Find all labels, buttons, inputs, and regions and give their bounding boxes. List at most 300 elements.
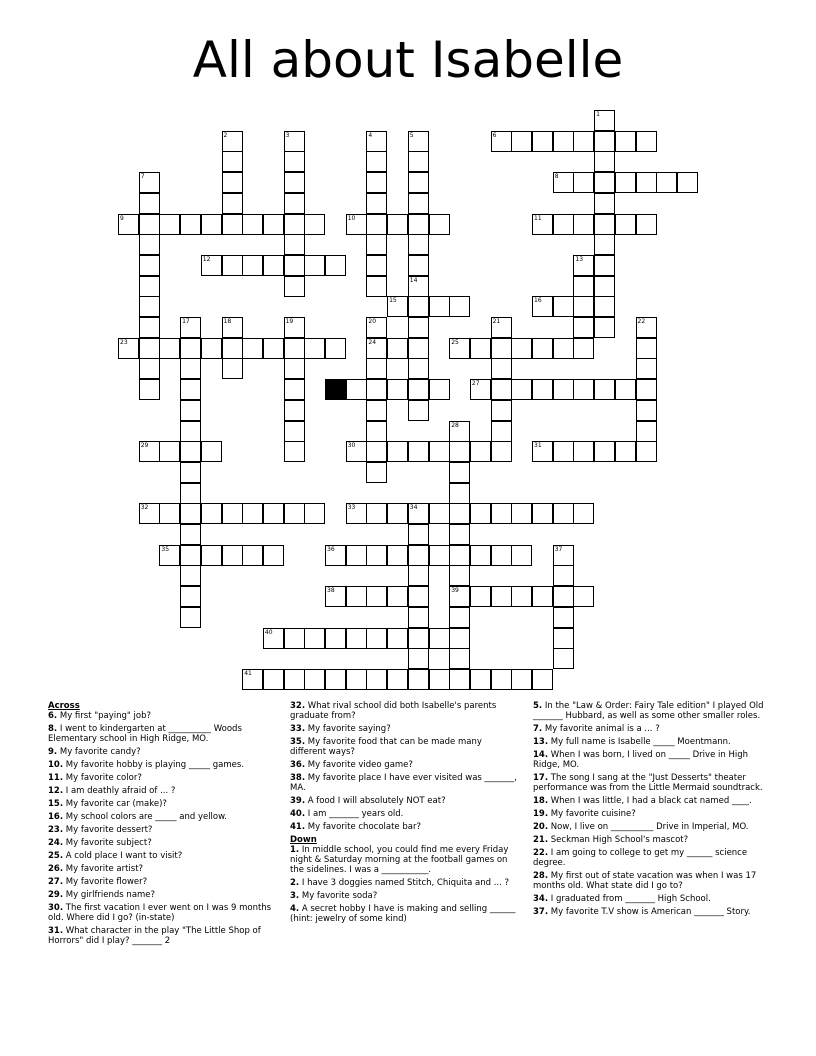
clue-item (48, 926, 278, 946)
clue-number: 22 (637, 318, 646, 325)
clue-item-text: My first "paying" job? (59, 711, 152, 721)
clue-item (48, 838, 278, 848)
grid-cell[interactable] (573, 441, 594, 462)
grid-cell[interactable] (366, 586, 387, 607)
grid-cell[interactable] (491, 545, 512, 566)
grid-cell[interactable] (180, 379, 201, 400)
grid-cell[interactable] (366, 172, 387, 193)
grid-cell[interactable] (408, 214, 429, 235)
clue-item (533, 750, 768, 770)
grid-cell[interactable] (408, 648, 429, 669)
grid-cell[interactable] (553, 628, 574, 649)
grid-cell[interactable] (429, 628, 450, 649)
grid-cell[interactable] (366, 441, 387, 462)
grid-cell[interactable] (201, 545, 222, 566)
grid-cell[interactable] (387, 669, 408, 690)
grid-cell[interactable] (470, 669, 491, 690)
grid-cell[interactable] (408, 172, 429, 193)
grid-cell[interactable] (615, 172, 636, 193)
clue-item (290, 822, 520, 832)
grid-cell[interactable] (491, 586, 512, 607)
grid-cell[interactable] (532, 586, 553, 607)
grid-cell[interactable] (304, 503, 325, 524)
grid-cell[interactable] (387, 503, 408, 524)
grid-cell[interactable] (242, 503, 263, 524)
grid-cell[interactable] (180, 400, 201, 421)
grid-cell[interactable] (511, 503, 532, 524)
grid-cell[interactable] (449, 441, 470, 462)
grid-cell[interactable] (615, 441, 636, 462)
grid-cell[interactable] (408, 400, 429, 421)
grid-cell[interactable] (532, 669, 553, 690)
clue-item (290, 760, 520, 770)
grid-cell[interactable] (491, 421, 512, 442)
grid-cell[interactable] (408, 296, 429, 317)
grid-cell[interactable] (553, 565, 574, 586)
grid-cell[interactable] (222, 255, 243, 276)
clue-item (48, 864, 278, 874)
grid-cell[interactable] (449, 669, 470, 690)
grid-cell[interactable] (491, 379, 512, 400)
clue-item-text: My girlfriends name? (65, 890, 156, 900)
grid-cell[interactable] (408, 565, 429, 586)
clue-item-number: 22. (533, 848, 549, 858)
grid-cell[interactable] (387, 586, 408, 607)
clue-number: 27 (471, 380, 480, 388)
grid-cell[interactable] (284, 400, 305, 421)
grid-cell[interactable] (346, 628, 367, 649)
grid-cell[interactable] (408, 586, 429, 607)
grid-cell[interactable] (366, 421, 387, 442)
grid-cell[interactable] (139, 317, 160, 338)
grid-cell[interactable] (139, 338, 160, 359)
grid-cell[interactable] (449, 462, 470, 483)
grid-cell[interactable] (180, 524, 201, 545)
grid-cell[interactable] (304, 214, 325, 235)
clue-number: 16 (534, 297, 542, 305)
grid-cell[interactable] (594, 296, 615, 317)
grid-cell[interactable] (180, 338, 201, 359)
grid-cell[interactable] (180, 565, 201, 586)
grid-cell[interactable] (553, 586, 574, 607)
clue-number: 3 (285, 131, 290, 139)
clue-item (48, 890, 278, 900)
grid-cell[interactable] (387, 379, 408, 400)
grid-cell[interactable] (449, 628, 470, 649)
grid-cell[interactable] (366, 669, 387, 690)
grid-cell[interactable] (449, 483, 470, 504)
grid-cell[interactable] (573, 214, 594, 235)
grid-cell[interactable] (387, 545, 408, 566)
grid-cell[interactable] (408, 234, 429, 255)
grid-cell[interactable] (366, 151, 387, 172)
grid-cell[interactable] (573, 338, 594, 359)
grid-cell[interactable] (284, 338, 305, 359)
grid-cell[interactable] (553, 503, 574, 524)
clue-item-text: When I was born, I lived on _____ Drive in High Ridge, MO. (533, 750, 748, 770)
grid-cell[interactable] (201, 503, 222, 524)
clue-item-number: 24. (48, 838, 64, 848)
grid-cell[interactable] (470, 503, 491, 524)
grid-cell[interactable] (449, 545, 470, 566)
grid-cell[interactable] (470, 338, 491, 359)
grid-cell[interactable] (284, 255, 305, 276)
clue-item-text: My favorite animal is a ... ? (544, 724, 660, 734)
grid-cell[interactable] (284, 358, 305, 379)
grid-cell[interactable] (387, 338, 408, 359)
clue-column-2 (290, 701, 520, 927)
grid-cell[interactable] (139, 358, 160, 379)
grid-cell[interactable] (242, 545, 263, 566)
grid-cell[interactable] (284, 669, 305, 690)
grid-cell[interactable] (408, 193, 429, 214)
clue-item-text: My favorite color? (65, 773, 142, 783)
clue-item-number: 12. (48, 786, 64, 796)
grid-cell[interactable] (615, 379, 636, 400)
grid-cell[interactable] (304, 255, 325, 276)
clue-item-number: 17. (533, 773, 549, 783)
grid-cell[interactable] (139, 276, 160, 297)
clue-number: 24 (368, 338, 377, 346)
grid-cell[interactable] (222, 193, 243, 214)
grid-cell[interactable] (636, 400, 657, 421)
clue-number: 37 (554, 545, 563, 553)
grid-cell[interactable] (366, 545, 387, 566)
grid-cell[interactable] (429, 545, 450, 566)
grid-cell[interactable] (284, 441, 305, 462)
grid-cell[interactable] (470, 586, 491, 607)
grid-cell[interactable] (284, 172, 305, 193)
grid-cell[interactable] (594, 151, 615, 172)
grid-cell[interactable] (325, 669, 346, 690)
clue-number: 14 (409, 276, 418, 284)
grid-cell[interactable] (284, 276, 305, 297)
grid-cell[interactable] (553, 379, 574, 400)
grid-cell[interactable] (573, 503, 594, 524)
grid-cell[interactable] (325, 628, 346, 649)
grid-cell[interactable] (470, 545, 491, 566)
grid-cell[interactable] (594, 234, 615, 255)
grid-cell[interactable] (284, 193, 305, 214)
grid-cell[interactable] (304, 669, 325, 690)
grid-cell[interactable] (449, 503, 470, 524)
grid-cell[interactable] (159, 214, 180, 235)
clue-item (533, 871, 768, 891)
grid-cell[interactable] (346, 586, 367, 607)
clue-item (533, 796, 768, 806)
grid-cell[interactable] (180, 462, 201, 483)
grid-cell[interactable] (346, 379, 367, 400)
grid-cell[interactable] (511, 545, 532, 566)
clue-item-number: 8. (48, 724, 58, 734)
grid-cell[interactable] (491, 358, 512, 379)
grid-cell[interactable] (429, 441, 450, 462)
grid-cell[interactable] (429, 379, 450, 400)
grid-cell[interactable] (491, 669, 512, 690)
clue-column-1 (48, 701, 278, 949)
grid-cell[interactable] (387, 628, 408, 649)
grid-cell[interactable] (532, 379, 553, 400)
grid-cell[interactable] (532, 131, 553, 152)
clue-item-number: 15. (48, 799, 64, 809)
clue-item (533, 809, 768, 819)
grid-cell[interactable] (408, 255, 429, 276)
clue-item (533, 894, 768, 904)
grid-cell[interactable] (325, 338, 346, 359)
grid-cell[interactable] (180, 607, 201, 628)
grid-cell[interactable] (263, 214, 284, 235)
grid-cell[interactable] (573, 296, 594, 317)
clue-item-number: 13. (533, 737, 549, 747)
grid-cell[interactable] (553, 607, 574, 628)
grid-cell[interactable] (325, 255, 346, 276)
clue-item-text: My favorite video game? (307, 760, 413, 770)
grid-cell[interactable] (636, 338, 657, 359)
grid-cell[interactable] (429, 503, 450, 524)
grid-cell[interactable] (366, 379, 387, 400)
grid-cell[interactable] (594, 193, 615, 214)
grid-cell[interactable] (470, 441, 491, 462)
grid-cell[interactable] (511, 379, 532, 400)
grid-cell[interactable] (408, 607, 429, 628)
grid-cell[interactable] (408, 669, 429, 690)
grid-cell[interactable] (139, 379, 160, 400)
grid-cell[interactable] (139, 296, 160, 317)
clue-item-text: My favorite flower? (65, 877, 148, 887)
grid-cell[interactable] (201, 441, 222, 462)
grid-cell[interactable] (139, 214, 160, 235)
grid-cell[interactable] (180, 503, 201, 524)
grid-cell[interactable] (242, 255, 263, 276)
grid-cell[interactable] (408, 441, 429, 462)
clue-item-text: My favorite chocolate bar? (307, 822, 421, 832)
clue-item (48, 724, 278, 744)
grid-cell[interactable] (573, 379, 594, 400)
grid-cell[interactable] (222, 545, 243, 566)
grid-cell[interactable] (346, 545, 367, 566)
grid-cell[interactable] (284, 151, 305, 172)
grid-cell[interactable] (636, 131, 657, 152)
clue-number: 8 (554, 173, 559, 181)
clue-item (290, 891, 520, 901)
grid-cell[interactable] (677, 172, 698, 193)
grid-cell[interactable] (284, 628, 305, 649)
grid-cell[interactable] (304, 628, 325, 649)
grid-cell[interactable] (429, 669, 450, 690)
clue-item (533, 724, 768, 734)
grid-cell[interactable] (491, 400, 512, 421)
grid-cell[interactable] (180, 214, 201, 235)
grid-cell[interactable] (511, 586, 532, 607)
clue-number: 26 (327, 380, 335, 388)
grid-cell[interactable] (408, 358, 429, 379)
grid-cell[interactable] (284, 214, 305, 235)
grid-cell[interactable] (366, 358, 387, 379)
grid-cell[interactable] (222, 151, 243, 172)
grid-cell[interactable] (449, 565, 470, 586)
grid-cell[interactable] (366, 628, 387, 649)
grid-cell[interactable] (449, 296, 470, 317)
clue-number: 12 (202, 255, 211, 263)
grid-cell[interactable] (532, 503, 553, 524)
grid-cell[interactable] (594, 214, 615, 235)
grid-cell[interactable] (263, 338, 284, 359)
grid-cell[interactable] (594, 379, 615, 400)
grid-cell[interactable] (180, 586, 201, 607)
clue-item-number: 27. (48, 877, 64, 887)
grid-cell[interactable] (366, 193, 387, 214)
clue-item-number: 31. (48, 926, 64, 936)
grid-cell[interactable] (408, 628, 429, 649)
grid-cell[interactable] (594, 441, 615, 462)
grid-cell[interactable] (366, 214, 387, 235)
grid-cell[interactable] (263, 503, 284, 524)
grid-cell[interactable] (636, 172, 657, 193)
grid-cell[interactable] (366, 400, 387, 421)
grid-cell[interactable] (573, 317, 594, 338)
grid-cell[interactable] (594, 255, 615, 276)
grid-cell[interactable] (201, 214, 222, 235)
grid-cell[interactable] (201, 338, 222, 359)
grid-cell[interactable] (159, 441, 180, 462)
grid-cell[interactable] (408, 524, 429, 545)
clue-number: 9 (120, 214, 124, 222)
grid-cell[interactable] (408, 545, 429, 566)
grid-cell[interactable] (366, 276, 387, 297)
clue-number: 11 (534, 214, 542, 222)
grid-cell[interactable] (573, 276, 594, 297)
grid-cell[interactable] (180, 421, 201, 442)
grid-cell[interactable] (222, 358, 243, 379)
clue-number: 4 (368, 131, 373, 139)
clue-number: 6 (492, 131, 497, 139)
grid-cell[interactable] (366, 255, 387, 276)
grid-cell[interactable] (387, 441, 408, 462)
clue-number: 36 (327, 545, 335, 553)
grid-cell[interactable] (553, 648, 574, 669)
grid-cell[interactable] (429, 296, 450, 317)
grid-cell[interactable] (594, 276, 615, 297)
grid-cell[interactable] (284, 234, 305, 255)
grid-cell[interactable] (242, 214, 263, 235)
grid-cell[interactable] (553, 338, 574, 359)
grid-cell[interactable] (387, 214, 408, 235)
grid-cell[interactable] (139, 193, 160, 214)
grid-cell[interactable] (159, 338, 180, 359)
grid-cell[interactable] (284, 503, 305, 524)
grid-cell[interactable] (180, 545, 201, 566)
grid-cell[interactable] (366, 503, 387, 524)
grid-cell[interactable] (636, 358, 657, 379)
clue-item (48, 812, 278, 822)
grid-cell[interactable] (408, 379, 429, 400)
grid-cell[interactable] (615, 214, 636, 235)
grid-cell[interactable] (180, 483, 201, 504)
grid-cell[interactable] (636, 379, 657, 400)
clue-item (290, 796, 520, 806)
grid-cell[interactable] (139, 234, 160, 255)
clue-item-text: My full name is Isabelle _____ Moentmann. (550, 737, 731, 747)
clue-item (290, 724, 520, 734)
grid-cell[interactable] (449, 607, 470, 628)
grid-cell[interactable] (573, 586, 594, 607)
grid-cell[interactable] (594, 317, 615, 338)
grid-cell[interactable] (636, 214, 657, 235)
grid-cell[interactable] (594, 131, 615, 152)
grid-cell[interactable] (636, 441, 657, 462)
grid-cell[interactable] (491, 338, 512, 359)
grid-cell[interactable] (449, 524, 470, 545)
clue-item-text: I am going to college to get my ______ science degree. (533, 848, 748, 868)
grid-cell[interactable] (532, 338, 553, 359)
grid-cell[interactable] (429, 214, 450, 235)
grid-cell[interactable] (615, 131, 636, 152)
grid-cell[interactable] (408, 317, 429, 338)
grid-cell[interactable] (284, 379, 305, 400)
clue-item (48, 903, 278, 923)
grid-cell[interactable] (491, 441, 512, 462)
clue-item-text: I am deathly afraid of ... ? (65, 786, 176, 796)
clue-number: 25 (451, 338, 459, 346)
grid-cell[interactable] (594, 172, 615, 193)
grid-cell[interactable] (180, 358, 201, 379)
grid-cell[interactable] (408, 338, 429, 359)
grid-cell[interactable] (491, 503, 512, 524)
clue-number: 41 (244, 669, 252, 677)
grid-cell[interactable] (139, 255, 160, 276)
clue-item (290, 904, 520, 924)
grid-cell[interactable] (304, 338, 325, 359)
grid-cell[interactable] (656, 172, 677, 193)
grid-cell[interactable] (284, 421, 305, 442)
clue-item (48, 799, 278, 809)
clue-item-number: 39. (290, 796, 306, 806)
grid-cell[interactable] (366, 462, 387, 483)
grid-cell[interactable] (553, 441, 574, 462)
clue-item-text: My favorite dessert? (65, 825, 153, 835)
clue-item-number: 18. (533, 796, 549, 806)
grid-cell[interactable] (180, 441, 201, 462)
grid-cell[interactable] (636, 421, 657, 442)
clue-item-text: My favorite T.V show is American _______ Story. (550, 907, 751, 917)
grid-cell[interactable] (511, 669, 532, 690)
grid-cell[interactable] (553, 131, 574, 152)
grid-cell[interactable] (573, 172, 594, 193)
grid-cell[interactable] (553, 296, 574, 317)
grid-cell[interactable] (242, 338, 263, 359)
grid-cell[interactable] (573, 131, 594, 152)
clue-item (533, 822, 768, 832)
grid-cell[interactable] (263, 255, 284, 276)
grid-cell[interactable] (366, 234, 387, 255)
grid-cell[interactable] (553, 214, 574, 235)
grid-cell[interactable] (222, 338, 243, 359)
grid-cell[interactable] (222, 503, 243, 524)
grid-cell[interactable] (159, 503, 180, 524)
grid-cell[interactable] (263, 545, 284, 566)
grid-cell[interactable] (511, 338, 532, 359)
clue-item-number: 28. (533, 871, 549, 881)
grid-cell[interactable] (511, 131, 532, 152)
grid-cell[interactable] (449, 648, 470, 669)
clue-item (48, 825, 278, 835)
grid-cell[interactable] (222, 172, 243, 193)
grid-cell[interactable] (346, 669, 367, 690)
grid-cell[interactable] (408, 151, 429, 172)
grid-cell[interactable] (222, 214, 243, 235)
clue-section-header: Across (48, 701, 80, 711)
grid-cell[interactable] (263, 669, 284, 690)
